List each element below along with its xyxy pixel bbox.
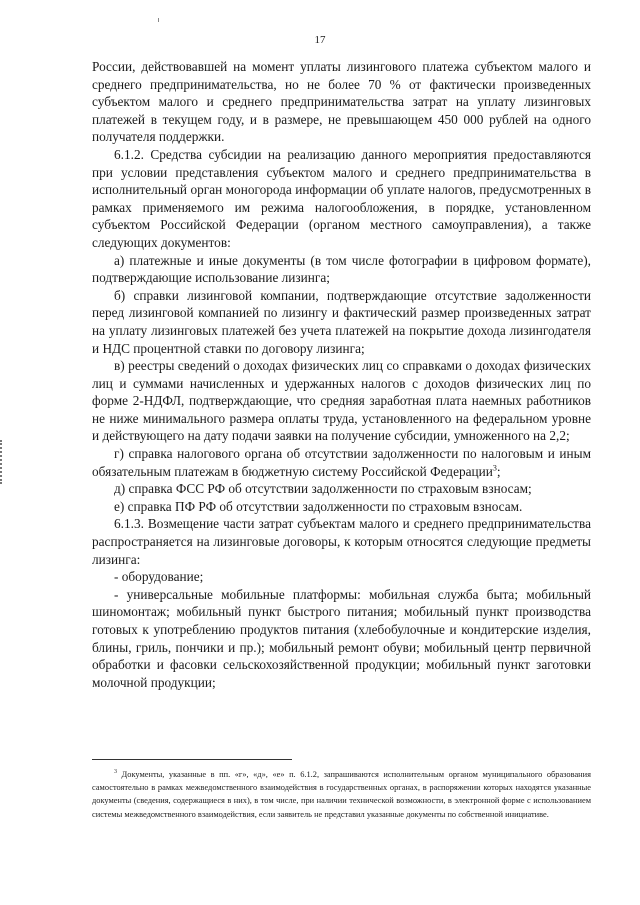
footnote [92,768,591,821]
footnote-marker: 3 [114,769,117,776]
document-body [92,58,591,691]
list-item-g-tail: ; [496,463,501,479]
paragraph-6-1-3: 6.1.3. Возмещение части затрат субъектам малого и среднего предпринимательства распространяется на лизинговые договоры, к которым относятся следующие предметы лизинга: [92,516,591,567]
list-item-v: в) реестры сведений о доходах физических лиц со справками о доходах физических лиц и суммами начисленных и удержанных налогов с доходов физических лиц по форме 2-НДФЛ, подтверждающие, что средняя заработная плата наемных работников не ниже минимального размера оплаты труда, установленного на федеральном уровне и действующего на дату подачи заявки на получение субсидии, умноженного на 2,2; [92,358,591,444]
lease-item-mobile-platforms: - универсальные мобильные платформы: мобильная служба быта; мобильный шиномонтаж; мобильный пункт быстрого питания; мобильный пункт производства готовых к употреблению продуктов питания (хлебобулочные и кондитерские изделия, блины, гриль, пончики и пр.); мобильный ремонт обуви; мобильный центр первичной обработки и фасовки сельскохозяйственной продукции; мобильный пункт заготовки молочной продукции; [92,586,591,690]
list-item-g [92,445,591,480]
list-item-e: е) справка ПФ РФ об отсутствии задолженности по страховым взносам. [114,498,523,514]
footnote-reference: 3 [492,463,497,473]
scan-margin-mark [0,440,8,484]
list-item-b: б) справки лизинговой компании, подтверждающие отсутствие задолженности перед лизинговой компанией по лизингу и фактический размер произведенных затрат на уплату лизинговых платежей без учета платежей на покрытие дохода лизингодателя и НДС процентной ставки по договору лизинга; [92,287,591,356]
scan-mark [158,18,159,22]
lease-item-equipment: - оборудование; [114,569,204,585]
footnote-text: Документы, указанные в пп. «г», «д», «е» п. 6.1.2, запрашиваются исполнительным органом муниципального образования самостоятельно в рамках межведомственного взаимодействия в государственных органах, в распоряжении которых находятся указанные документы (сведения, содержащиеся в них), в том числе, при наличии технической возможности, в электронной форме с использованием системы межведомственного взаимодействия, если заявитель не представил указанные документы по собственной инициативе. [92,770,591,819]
paragraph-6-1-2: 6.1.2. Средства субсидии на реализацию данного мероприятия предоставляются при условии представления субъектом малого и среднего предпринимательства в исполнительный орган моногорода информации об уплате налогов, предусмотренных в рамках применяемого им режима налогообложения, в порядке, установленном субъектом Российской Федерации (органом местного самоуправления), а также следующих документов: [92,146,591,250]
list-item-g-text: г) справка налогового органа об отсутствии задолженности по налоговым и иным обязательным платежам в бюджетную систему Российской Федерации [92,446,591,479]
list-item-a: а) платежные и иные документы (в том числе фотографии в цифровом формате), подтверждающие использование лизинга; [92,252,591,286]
page-number: 17 [314,34,326,46]
footnote-separator [92,759,292,760]
paragraph-continuation: России, действовавшей на момент уплаты лизингового платежа субъектом малого и среднего предпринимательства, но не более 70 % от фактически произведенных субъектом малого и среднего предпринимательства затрат на уплату лизинговых платежей в текущем году, и в размере, не превышающем 450 000 рублей на одного получателя поддержки. [92,59,591,145]
list-item-d: д) справка ФСС РФ об отсутствии задолженности по страховым взносам; [114,481,532,497]
